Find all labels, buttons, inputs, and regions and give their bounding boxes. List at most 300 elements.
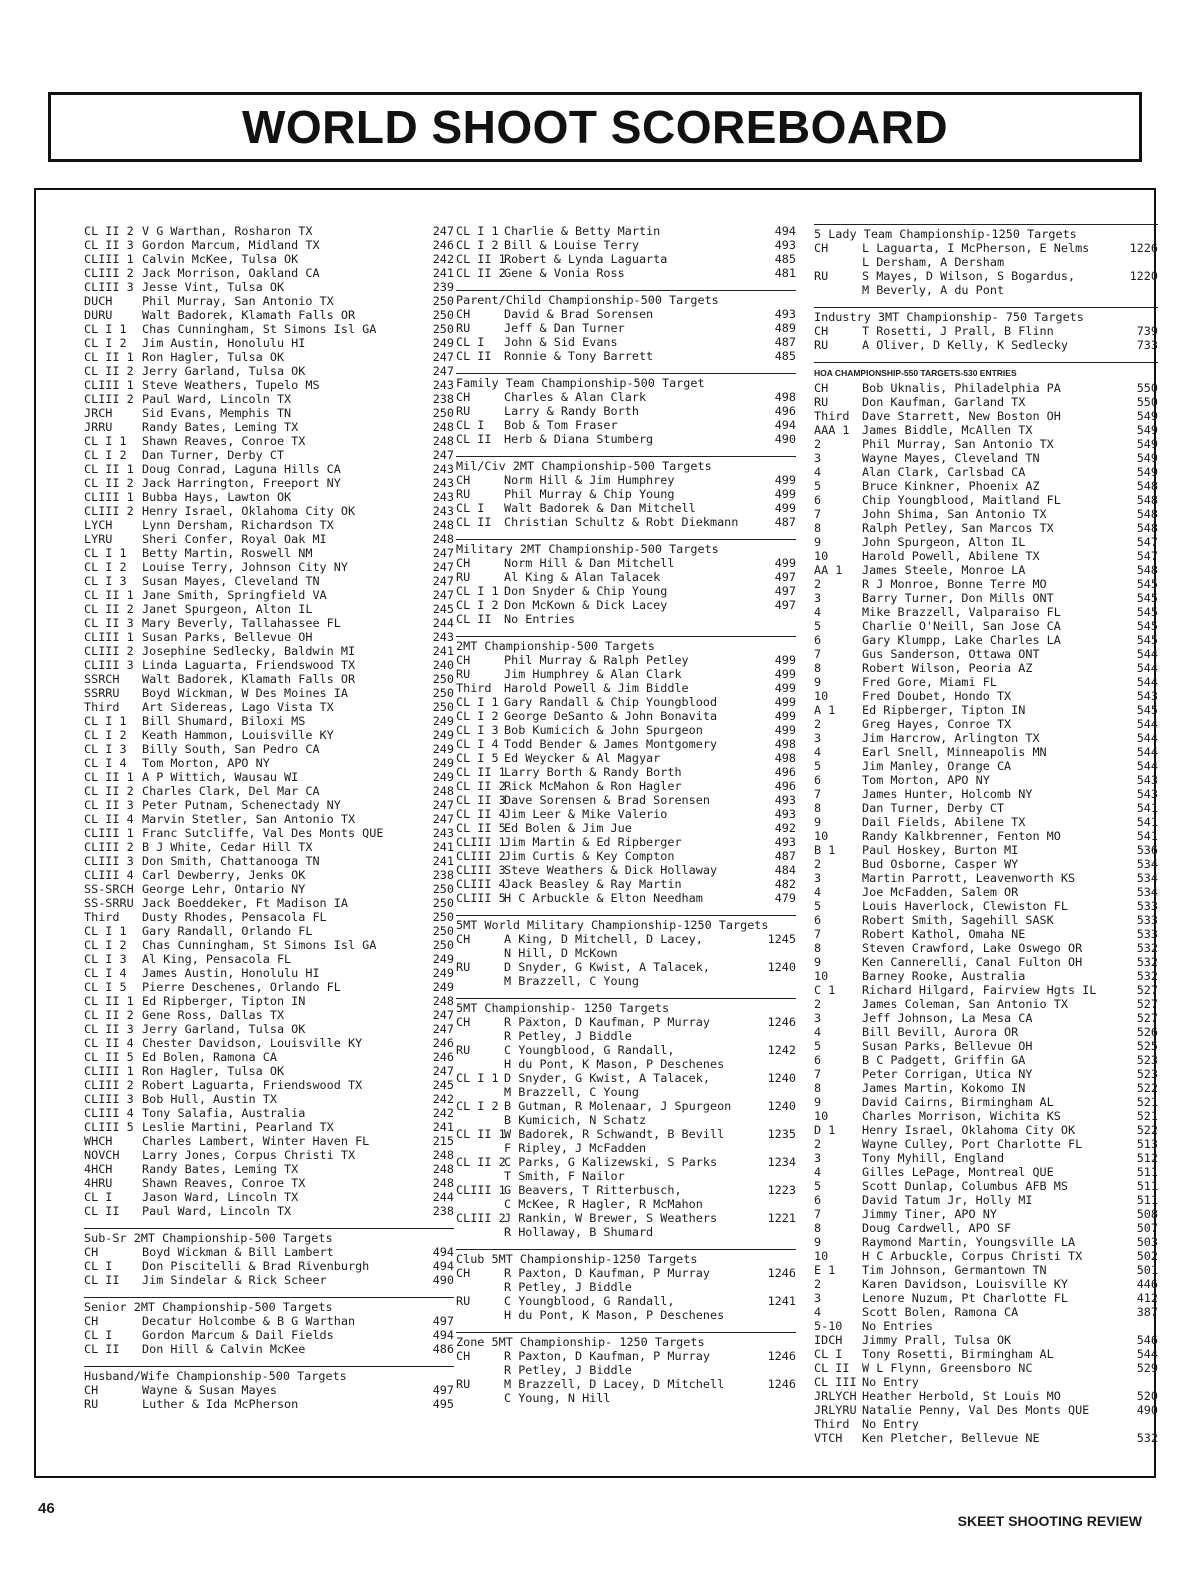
shooter-name: Larry Borth & Randy Borth [504,765,682,779]
score-value: 490 [432,1273,454,1287]
shooter-name: Ronnie & Tony Barrett [504,349,654,363]
class-code [456,974,504,988]
shooter-name: Chas Cunningham, St Simons Isl GA [142,938,377,952]
score-value: 548 [1136,493,1158,507]
result-row [84,1383,454,1397]
section-heading: 5 Lady Team Championship-1250 Targets [814,224,1158,241]
class-code: CL I 2 [456,238,499,252]
result-row [456,1029,796,1043]
class-code: SSRRU [84,686,120,700]
class-code: CL I [456,418,485,432]
score-value: 520 [1136,1389,1158,1403]
score-value: 496 [774,765,796,779]
result-row [814,605,1158,619]
score-value: 249 [432,980,454,994]
section-heading: HOA CHAMPIONSHIP-550 TARGETS-530 ENTRIES [814,362,1158,381]
class-code: CL I 2 [84,560,127,574]
result-section [456,998,796,1239]
result-row [84,952,454,966]
score-value: 245 [432,602,454,616]
shooter-name: Susan Mayes, Cleveland TN [142,574,320,588]
class-code: 9 [814,955,822,969]
shooter-name: R Paxton, D Kaufman, P Murray [504,1349,710,1363]
class-code: CLIII 1 [84,1064,134,1078]
score-value: 534 [1136,885,1158,899]
score-value: 733 [1136,338,1158,352]
class-code: CL I 2 [84,448,127,462]
class-code: CLIII 2 [84,840,134,854]
score-value: 1246 [767,1377,796,1391]
class-code: CL I 4 [456,737,499,751]
score-value: 494 [432,1245,454,1259]
result-row [814,1081,1158,1095]
score-value: 238 [432,868,454,882]
score-value: 527 [1136,1011,1158,1025]
result-row [814,1431,1158,1445]
class-code: CLIII 1 [456,835,506,849]
score-value: 527 [1136,983,1158,997]
shooter-name: N Hill, D McKown [504,946,618,960]
shooter-name: Natalie Penny, Val Des Monts QUE [862,1403,1090,1417]
score-value: 247 [432,588,454,602]
score-value: 545 [1136,703,1158,717]
shooter-name: Jim Leer & Mike Valerio [504,807,668,821]
result-row [84,1397,454,1411]
result-row [456,807,796,821]
score-value: 241 [432,266,454,280]
score-value: 548 [1136,507,1158,521]
result-row [84,938,454,952]
result-row [456,1113,796,1127]
shooter-name: No Entries [504,612,576,626]
class-code: 7 [814,507,822,521]
shooter-name: Ron Hagler, Tulsa OK [142,350,285,364]
class-code: 6 [814,1053,822,1067]
class-code: RU [456,1294,471,1308]
score-value: 250 [432,294,454,308]
column-1 [84,224,454,1411]
shooter-name: S Mayes, D Wilson, S Bogardus, [862,269,1076,283]
score-value: 507 [1136,1221,1158,1235]
result-section [84,1297,454,1356]
result-row [84,434,454,448]
result-row [814,1221,1158,1235]
score-value: 490 [774,432,796,446]
class-code: CH [456,1349,471,1363]
class-code [456,1391,504,1405]
result-row [814,437,1158,451]
score-value [1124,283,1158,297]
score-value: 249 [432,756,454,770]
score-value [1124,1375,1158,1389]
result-row [814,1123,1158,1137]
shooter-name: L Dersham, A Dersham [862,255,1005,269]
result-row [84,840,454,854]
score-value: 247 [432,1064,454,1078]
result-row [84,1078,454,1092]
result-section [84,1366,454,1411]
shooter-name: Jesse Vint, Tulsa OK [142,280,285,294]
score-value [762,946,796,960]
shooter-name: Bill Bevill, Aurora OR [862,1025,1019,1039]
class-code: CH [456,307,471,321]
score-value [762,1391,796,1405]
score-value: 548 [1136,521,1158,535]
result-section [456,539,796,626]
score-value: 245 [432,1078,454,1092]
class-code: CH [84,1314,99,1328]
shooter-name: Larry & Randy Borth [504,404,639,418]
shooter-name: Susan Parks, Bellevue OH [142,630,313,644]
publication-name: SKEET SHOOTING REVIEW [957,1513,1142,1529]
score-value: 544 [1136,661,1158,675]
class-code [456,1057,504,1071]
class-code: 6 [814,913,822,927]
shooter-name: B C Padgett, Griffin GA [862,1053,1026,1067]
shooter-name: Gene Ross, Dallas TX [142,1008,285,1022]
score-value: 533 [1136,927,1158,941]
result-row [84,1176,454,1190]
result-row [84,658,454,672]
result-row [456,404,796,418]
class-code: 8 [814,941,822,955]
result-row [456,737,796,751]
score-value: 249 [432,728,454,742]
result-row [456,1057,796,1071]
shooter-name: Paul Ward, Lincoln TX [142,392,292,406]
score-value: 1242 [767,1043,796,1057]
shooter-name: Jim Martin & Ed Ripberger [504,835,682,849]
class-code: CL II 2 [456,266,506,280]
score-value: 522 [1136,1081,1158,1095]
shooter-name: Walt Badorek, Klamath Falls OR [142,672,356,686]
result-row [84,756,454,770]
result-row [84,630,454,644]
shooter-name: Rick McMahon & Ron Hagler [504,779,682,793]
shooter-name: Herb & Diana Stumberg [504,432,654,446]
result-row [814,1389,1158,1403]
shooter-name: Art Sidereas, Lago Vista TX [142,700,334,714]
score-value [762,1225,796,1239]
shooter-name: Chip Youngblood, Maitland FL [862,493,1061,507]
score-value [762,1169,796,1183]
class-code: CL II [84,1273,120,1287]
shooter-name: Mary Beverly, Tallahassee FL [142,616,341,630]
result-row [814,815,1158,829]
section-heading: Mil/Civ 2MT Championship-500 Targets [456,456,796,473]
result-row [814,535,1158,549]
score-value: 238 [432,1204,454,1218]
result-row [814,899,1158,913]
shooter-name: B Kumicich, N Schatz [504,1113,647,1127]
section-heading: Industry 3MT Championship- 750 Targets [814,307,1158,324]
score-value: 543 [1136,689,1158,703]
shooter-name: Josephine Sedlecky, Baldwin MI [142,644,356,658]
class-code: CL I 3 [84,574,127,588]
class-code: CL I 1 [84,546,127,560]
score-value: 545 [1136,619,1158,633]
score-value: 739 [1136,324,1158,338]
score-value: 544 [1136,759,1158,773]
shooter-name: W L Flynn, Greensboro NC [862,1361,1033,1375]
score-value: 545 [1136,591,1158,605]
result-row [84,406,454,420]
class-code: 3 [814,1011,822,1025]
shooter-name: Jerry Garland, Tulsa OK [142,364,306,378]
result-row [456,1169,796,1183]
shooter-name: Jeff & Dan Turner [504,321,625,335]
score-value [762,1363,796,1377]
result-row [456,1155,796,1169]
result-row [456,1127,796,1141]
result-row [84,322,454,336]
class-code: Third [814,409,850,423]
result-row [456,390,796,404]
class-code: JRRU [84,420,113,434]
section-heading: Family Team Championship-500 Target [456,373,796,390]
score-value: 243 [432,462,454,476]
class-code: CLIII 2 [84,266,134,280]
result-section [456,456,796,529]
score-value: 243 [432,378,454,392]
class-code: E 1 [814,1263,836,1277]
result-row [84,686,454,700]
shooter-name: Dan Turner, Derby CT [142,448,285,462]
shooter-name: Charles & Alan Clark [504,390,647,404]
class-code: RU [456,404,471,418]
score-value: 241 [432,644,454,658]
result-row [456,1085,796,1099]
score-value: 532 [1136,955,1158,969]
score-value: 497 [774,570,796,584]
score-value: 249 [432,742,454,756]
class-code: CLIII 2 [456,849,506,863]
result-row [814,1403,1158,1417]
shooter-name: Robert Wilson, Peoria AZ [862,661,1033,675]
shooter-name: Jerry Garland, Tulsa OK [142,1022,306,1036]
result-row [456,238,796,252]
score-value: 547 [1136,535,1158,549]
shooter-name: Charles Lambert, Winter Haven FL [142,1134,370,1148]
shooter-name: John Shima, San Antonio TX [862,507,1047,521]
result-row [456,681,796,695]
shooter-name: Al King & Alan Talacek [504,570,661,584]
score-value: 499 [774,556,796,570]
result-row [456,960,796,974]
class-code: 5 [814,759,822,773]
class-code: RU [456,321,471,335]
score-value: 508 [1136,1207,1158,1221]
shooter-name: Don Hill & Calvin McKee [142,1342,306,1356]
result-row [814,395,1158,409]
shooter-name: Don McKown & Dick Lacey [504,598,668,612]
class-code: CH [456,1015,471,1029]
class-code: 4HRU [84,1176,113,1190]
shooter-name: Peter Putnam, Schenectady NY [142,798,341,812]
score-value: 241 [432,840,454,854]
class-code: IDCH [814,1333,843,1347]
result-row [84,980,454,994]
score-value: 247 [432,546,454,560]
score-value: 499 [774,681,796,695]
result-row [84,574,454,588]
shooter-name: W Badorek, R Schwandt, B Bevill [504,1127,725,1141]
class-code: CL I [84,1190,113,1204]
result-row [814,983,1158,997]
class-code: DURU [84,308,113,322]
column-3 [814,224,1158,1445]
class-code: CL II 4 [84,812,134,826]
class-code: CLIII 1 [84,378,134,392]
result-row [814,997,1158,1011]
result-row [456,1294,796,1308]
result-row [84,392,454,406]
score-value: 248 [432,784,454,798]
result-row [814,269,1158,283]
result-row [456,612,796,626]
score-value: 242 [432,1106,454,1120]
class-code: CH [84,1245,99,1259]
score-value: 544 [1136,717,1158,731]
shooter-name: Jim Sindelar & Rick Scheer [142,1273,327,1287]
score-value: 548 [1136,479,1158,493]
result-row [814,829,1158,843]
result-row [814,255,1158,269]
shooter-name: R Petley, J Biddle [504,1029,632,1043]
score-value: 544 [1136,1347,1158,1361]
class-code: CL I 2 [84,938,127,952]
shooter-name: James Biddle, McAllen TX [862,423,1033,437]
result-row [456,1225,796,1239]
shooter-name: Don Smith, Chattanooga TN [142,854,320,868]
class-code: RU [456,960,471,974]
shooter-name: David Cairns, Birmingham AL [862,1095,1054,1109]
score-value: 482 [774,877,796,891]
score-value: 497 [432,1383,454,1397]
score-value: 412 [1136,1291,1158,1305]
result-row [84,1204,454,1218]
score-value: 493 [774,307,796,321]
class-code: D 1 [814,1123,836,1137]
shooter-name: Robert Kathol, Omaha NE [862,927,1026,941]
result-row [814,1361,1158,1375]
class-code: CL II 1 [84,770,134,784]
shooter-name: Robert Smith, Sagehill SASK [862,913,1054,927]
result-row [814,1347,1158,1361]
result-section [84,224,454,1218]
shooter-name: James Austin, Honolulu HI [142,966,320,980]
score-value [762,1141,796,1155]
score-value: 494 [432,1259,454,1273]
shooter-name: Boyd Wickman, W Des Moines IA [142,686,348,700]
result-row [814,241,1158,255]
page-number: 46 [38,1500,55,1517]
result-row [814,703,1158,717]
result-row [456,1015,796,1029]
result-row [814,1249,1158,1263]
score-value: 485 [774,349,796,363]
shooter-name: Gus Sanderson, Ottawa ONT [862,647,1040,661]
result-row [814,745,1158,759]
shooter-name: Barney Rooke, Australia [862,969,1026,983]
class-code: CL I [456,335,485,349]
shooter-name: Mike Brazzell, Valparaiso FL [862,605,1061,619]
score-value: 250 [432,882,454,896]
class-code: 9 [814,1095,822,1109]
shooter-name: M Beverly, A du Pont [862,283,1005,297]
shooter-name: Franc Sutcliffe, Val Des Monts QUE [142,826,384,840]
shooter-name: Louis Haverlock, Clewiston FL [862,899,1068,913]
shooter-name: Bob Hull, Austin TX [142,1092,277,1106]
result-row [814,1039,1158,1053]
class-code: CLIII 1 [84,630,134,644]
result-row [814,717,1158,731]
shooter-name: Todd Bender & James Montgomery [504,737,718,751]
score-value: 499 [774,487,796,501]
result-row [84,1162,454,1176]
score-value: 493 [774,238,796,252]
shooter-name: Gilles LePage, Montreal QUE [862,1165,1054,1179]
score-value: 549 [1136,465,1158,479]
result-row [814,1193,1158,1207]
class-code: CL II 3 [84,1022,134,1036]
class-code: CH [456,932,471,946]
score-value: 249 [432,770,454,784]
result-row [456,793,796,807]
class-code: RU [814,269,829,283]
result-row [456,335,796,349]
class-code: 4 [814,605,822,619]
class-code: CL II 1 [84,994,134,1008]
shooter-name: R Paxton, D Kaufman, P Murray [504,1015,710,1029]
score-value: 250 [432,700,454,714]
result-row [814,647,1158,661]
score-value: 544 [1136,731,1158,745]
result-row [814,324,1158,338]
section-heading: 5MT Championship- 1250 Targets [456,998,796,1015]
shooter-name: Bob & Tom Fraser [504,418,618,432]
score-value: 485 [774,252,796,266]
result-row [84,826,454,840]
shooter-name: M Brazzell, C Young [504,974,639,988]
shooter-name: Phil Murray & Ralph Petley [504,653,689,667]
class-code: 2 [814,437,822,451]
class-code: CL II 5 [456,821,506,835]
shooter-name: A King, D Mitchell, D Lacey, [504,932,703,946]
result-row [84,812,454,826]
shooter-name: Richard Hilgard, Fairview Hgts IL [862,983,1097,997]
result-row [84,1328,454,1342]
result-row [456,432,796,446]
result-row [814,1179,1158,1193]
shooter-name: Carl Dewberry, Jenks OK [142,868,306,882]
class-code: CL I 2 [456,1099,499,1113]
shooter-name: Walt Badorek, Klamath Falls OR [142,308,356,322]
class-code: CL I 1 [84,322,127,336]
class-code: 3 [814,591,822,605]
score-value: 1240 [767,1071,796,1085]
score-value: 215 [432,1134,454,1148]
score-value: 1221 [767,1211,796,1225]
class-code: 3 [814,731,822,745]
class-code: CL II 3 [84,798,134,812]
section-heading: 2MT Championship-500 Targets [456,636,796,653]
class-code [456,1113,504,1127]
score-value: 484 [774,863,796,877]
score-value: 250 [432,924,454,938]
shooter-name: Sid Evans, Memphis TN [142,406,292,420]
result-row [84,882,454,896]
